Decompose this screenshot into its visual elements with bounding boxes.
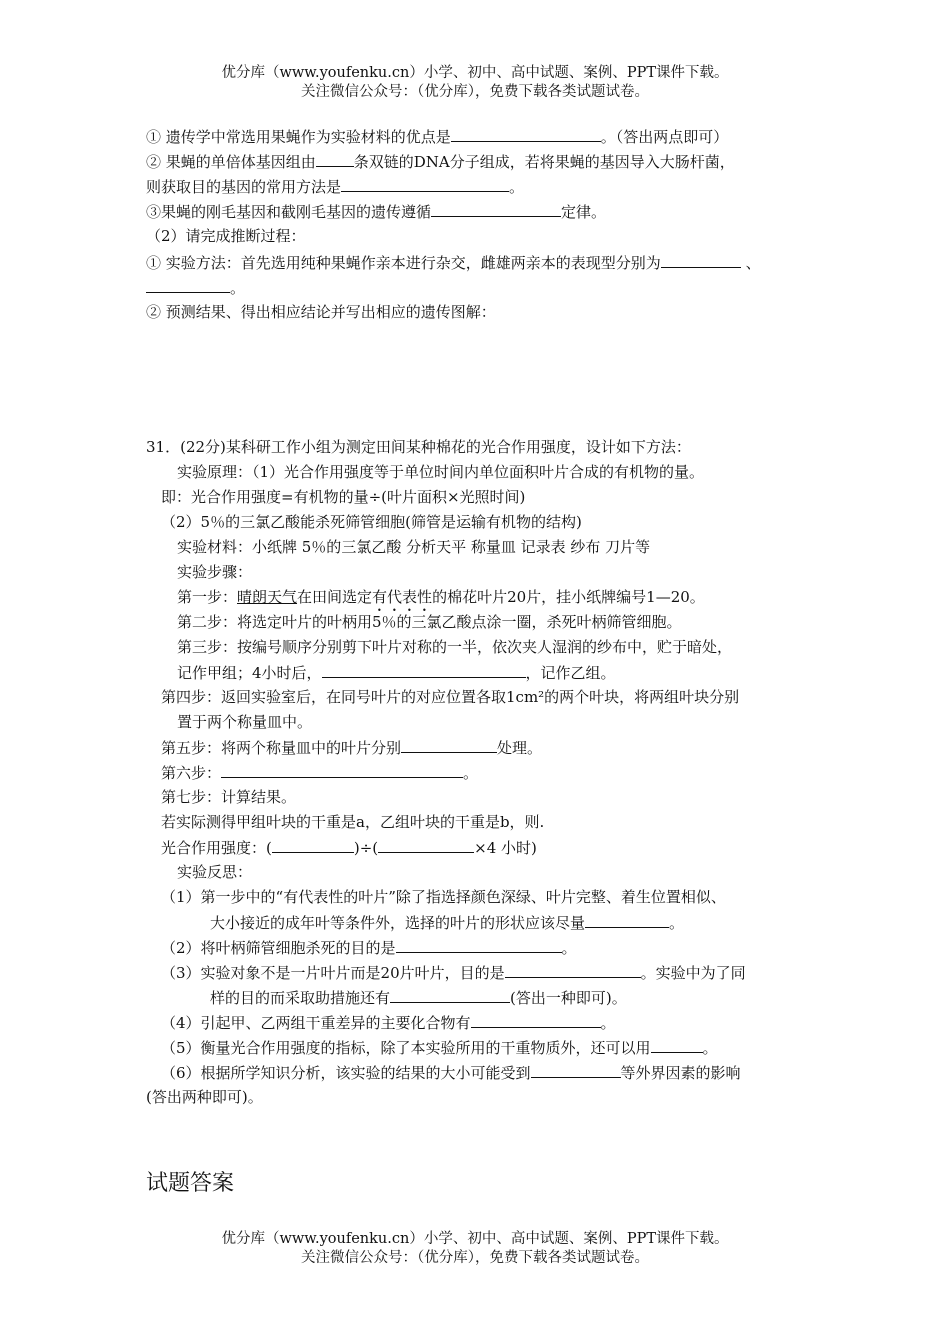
answers-title: 试题答案 bbox=[146, 1171, 235, 1196]
part2-heading: （2）请完成推断过程： bbox=[146, 227, 306, 245]
q2-text-2: 则获取目的基因的常用方法是 bbox=[146, 178, 342, 196]
reflection-1: （1）第一步中的“有代表性的叶片”除了指选择颜色深绿、叶片完整、着生位置相似、 bbox=[161, 888, 726, 906]
answer-blank bbox=[471, 1012, 601, 1028]
q2-text-cont: 条双链的DNA分子组成，若将果蝇的基因导入大肠杆菌， bbox=[353, 153, 735, 171]
steps-label: 实验步骤： bbox=[177, 563, 253, 581]
q1-text: ① 遗传学中常选用果蝇作为实验材料的优点是 bbox=[146, 128, 451, 146]
reflection-3-cont: 。实验中为了同 bbox=[640, 964, 746, 982]
answer-blank bbox=[221, 762, 463, 778]
formula-line bbox=[161, 837, 537, 858]
calc-line: 若实际测得甲组叶块的干重是a，乙组叶块的干重是b，则. bbox=[161, 813, 545, 831]
principle-2: （2）5％的三氯乙酸能杀死筛管细胞(筛管是运输有机物的结构) bbox=[161, 513, 582, 531]
step-6-end: 。 bbox=[463, 764, 479, 782]
footer-line-1: 优分库（www.youfenku.cn）小学、初中、高中试题、案例、PPT课件下载。 bbox=[221, 1231, 729, 1247]
answer-blank bbox=[378, 837, 474, 853]
step-4-cont: 置于两个称量皿中。 bbox=[177, 713, 313, 731]
formula-start: 光合作用强度：( bbox=[161, 839, 272, 857]
reflection-1-end: 。 bbox=[669, 914, 685, 932]
reflection-3 bbox=[161, 962, 746, 983]
q31-title: 31．(22分)某科研工作小组为测定田间某种棉花的光合作用强度，设计如下方法： bbox=[146, 438, 691, 456]
reflection-3-line2 bbox=[210, 987, 627, 1008]
separator: 、 bbox=[745, 254, 761, 272]
step-1-text: 在田间选定 bbox=[297, 588, 373, 606]
step-4: 第四步：返回实验室后，在同号叶片的对应位置各取1cm²的两个叶块，将两组叶块分别 bbox=[161, 688, 740, 706]
answer-blank bbox=[316, 151, 354, 167]
reflection-5-text: （5）衡量光合作用强度的指标，除了本实验所用的干重物质外，还可以用 bbox=[161, 1039, 651, 1057]
answer-blank bbox=[396, 937, 562, 953]
step-7: 第七步：计算结果。 bbox=[161, 788, 297, 806]
answer-blank bbox=[661, 252, 741, 268]
reflection-6-cont: 等外界因素的影响 bbox=[620, 1064, 741, 1082]
reflection-2-text: （2）将叶柄筛管细胞杀死的目的是 bbox=[161, 939, 396, 957]
step-3-text: 记作甲组；4小时后， bbox=[177, 664, 322, 682]
principle-1: 实验原理：（1）光合作用强度等于单位时间内单位面积叶片合成的有机物的量。 bbox=[177, 463, 705, 481]
step-3-cont bbox=[177, 662, 616, 683]
formula: 即：光合作用强度=有机物的量÷(叶片面积×光照时间) bbox=[161, 488, 526, 506]
method-end: 。 bbox=[230, 279, 246, 297]
reflection-label: 实验反思： bbox=[177, 863, 253, 881]
predict-line: ② 预测结果、得出相应结论并写出相应的遗传图解： bbox=[146, 303, 496, 321]
step-1-end: 的棉花叶片20片，挂小纸牌编号1—20。 bbox=[432, 588, 705, 606]
step-5-text: 第五步：将两个称量皿中的叶片分别 bbox=[161, 739, 402, 757]
reflection-1-text: 大小接近的成年叶等条件外，选择的叶片的形状应该尽量 bbox=[210, 914, 586, 932]
reflection-2 bbox=[161, 937, 577, 958]
reflection-5-end: 。 bbox=[702, 1039, 718, 1057]
reflection-6-text: （6）根据所学知识分析，该实验的结果的大小可能受到 bbox=[161, 1064, 531, 1082]
q1-note: 。（答出两点即可） bbox=[600, 128, 729, 146]
reflection-4-end: 。 bbox=[600, 1014, 616, 1032]
answer-blank bbox=[651, 1037, 703, 1053]
header-line-2: 关注微信公众号：（优分库），免费下载各类试题试卷。 bbox=[301, 84, 649, 100]
answer-blank bbox=[451, 126, 601, 142]
footer-line-2: 关注微信公众号：（优分库），免费下载各类试题试卷。 bbox=[301, 1250, 649, 1266]
reflection-3-end: (答出一种即可)。 bbox=[510, 989, 627, 1007]
method-text: ① 实验方法：首先选用纯种果蝇作亲本进行杂交，雌雄两亲本的表现型分别为 bbox=[146, 254, 661, 272]
step-5 bbox=[161, 737, 542, 758]
formula-mid: )÷( bbox=[353, 839, 379, 857]
answer-blank bbox=[401, 737, 497, 753]
q2-line bbox=[146, 151, 735, 172]
q1-line bbox=[146, 126, 728, 147]
reflection-5 bbox=[161, 1037, 718, 1058]
answer-blank bbox=[531, 1062, 621, 1078]
answer-blank bbox=[146, 277, 230, 293]
q3-end: 定律。 bbox=[561, 203, 607, 221]
reflection-6 bbox=[161, 1062, 741, 1083]
answer-blank bbox=[322, 662, 526, 678]
answer-blank bbox=[505, 962, 641, 978]
reflection-3-text-2: 样的目的而采取助措施还有 bbox=[210, 989, 391, 1007]
step-6-label: 第六步： bbox=[161, 764, 222, 782]
formula-end: ×4 小时) bbox=[474, 839, 537, 857]
answer-blank bbox=[341, 176, 509, 192]
step-2: 第二步：将选定叶片的叶柄用5％的三氯乙酸点涂一圈，杀死叶柄筛管细胞。 bbox=[177, 613, 682, 631]
q3-line bbox=[146, 201, 606, 222]
q2-line-2 bbox=[146, 176, 524, 197]
answer-blank bbox=[431, 201, 561, 217]
method-line bbox=[146, 252, 761, 273]
method-line-2 bbox=[146, 277, 245, 298]
emphasized-text: 有代表性 bbox=[372, 588, 433, 606]
reflection-6-end: (答出两种即可)。 bbox=[146, 1088, 263, 1106]
q2-end: 。 bbox=[509, 178, 525, 196]
q3-text: ③果蝇的刚毛基因和截刚毛基因的遗传遵循 bbox=[146, 203, 432, 221]
header-line-1: 优分库（www.youfenku.cn）小学、初中、高中试题、案例、PPT课件下载。 bbox=[221, 65, 729, 81]
reflection-4 bbox=[161, 1012, 616, 1033]
step-1 bbox=[177, 587, 705, 615]
step-6 bbox=[161, 762, 478, 783]
reflection-4-text: （4）引起甲、乙两组干重差异的主要化合物有 bbox=[161, 1014, 471, 1032]
underlined-text: 晴朗天气 bbox=[237, 588, 298, 606]
step-3: 第三步：按编号顺序分别剪下叶片对称的一半，依次夹人湿润的纱布中，贮于暗处， bbox=[177, 638, 733, 656]
reflection-1-cont bbox=[210, 912, 684, 933]
step-1-label: 第一步： bbox=[177, 588, 238, 606]
answer-blank bbox=[585, 912, 669, 928]
answer-blank bbox=[272, 837, 354, 853]
answer-blank bbox=[390, 987, 510, 1003]
step-3-end: ，记作乙组。 bbox=[525, 664, 616, 682]
reflection-3-text: （3）实验对象不是一片叶片而是20片叶片，目的是 bbox=[161, 964, 505, 982]
reflection-2-end: 。 bbox=[561, 939, 577, 957]
step-5-end: 处理。 bbox=[497, 739, 543, 757]
q2-text: ② 果蝇的单倍体基因组由 bbox=[146, 153, 316, 171]
materials: 实验材料：小纸牌 5％的三氯乙酸 分析天平 称量皿 记录表 纱布 刀片等 bbox=[177, 538, 651, 556]
